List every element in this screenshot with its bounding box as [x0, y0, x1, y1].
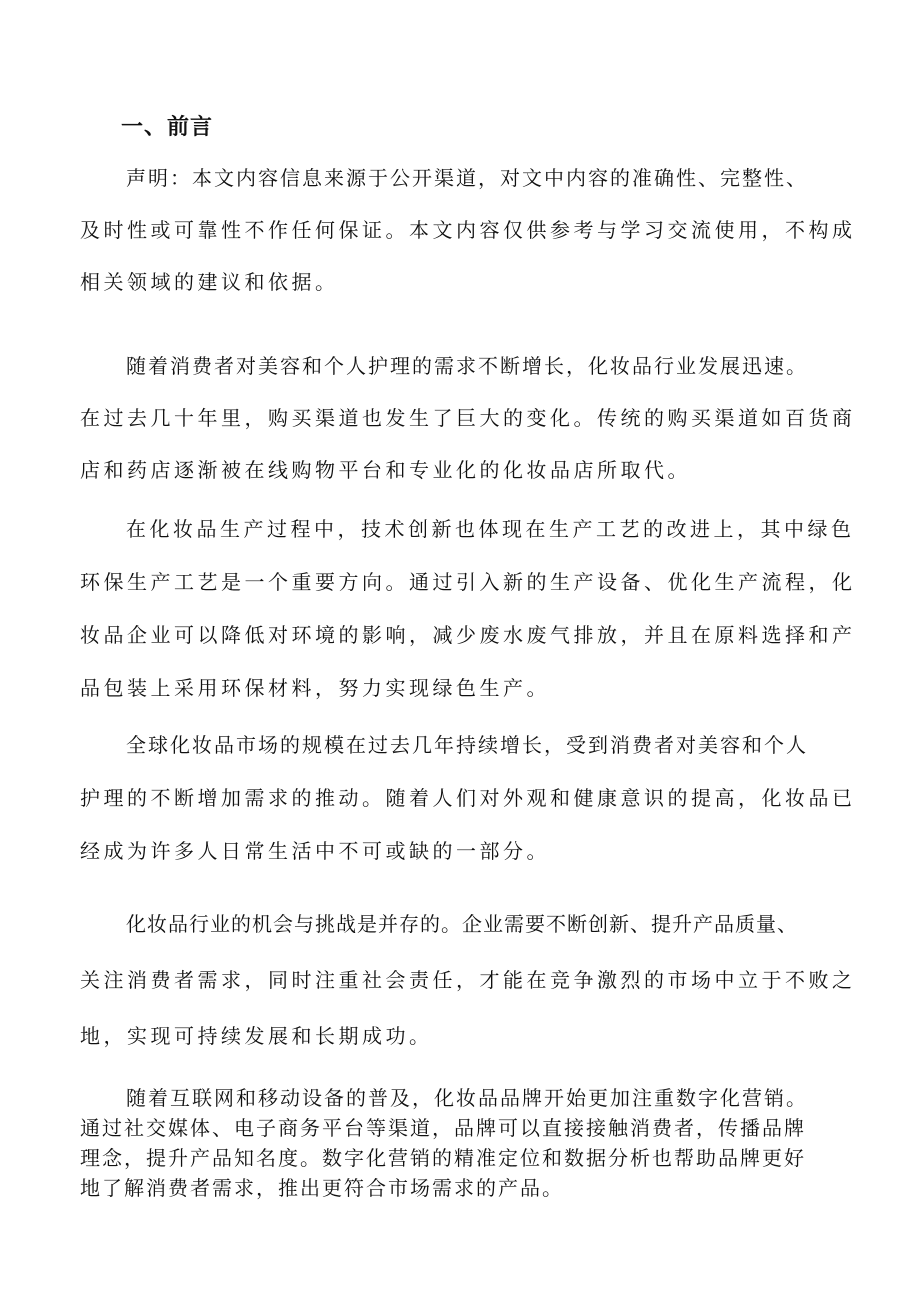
paragraph-digital-marketing	[80, 1083, 855, 1203]
paragraph-line: 地，实现可持续发展和长期成功。	[80, 1024, 433, 1048]
paragraph-line: 品包装上采用环保材料，努力实现绿色生产。	[80, 676, 550, 700]
paragraph-disclaimer	[80, 152, 855, 308]
paragraph-line: 在化妆品生产过程中，技术创新也体现在生产工艺的改进上，其中绿色	[126, 517, 855, 541]
paragraph-line: 随着互联网和移动设备的普及，化妆品品牌开始更加注重数字化营销。	[126, 1086, 808, 1110]
paragraph-line: 关注消费者需求，同时注重社会责任，才能在竞争激烈的市场中立于不败之	[80, 968, 856, 992]
paragraph-line: 地了解消费者需求，推出更符合市场需求的产品。	[80, 1176, 564, 1200]
paragraph-line: 随着消费者对美容和个人护理的需求不断增长，化妆品行业发展迅速。	[126, 354, 808, 378]
paragraph-line: 理念，提升产品知名度。数字化营销的精准定位和数据分析也帮助品牌更好	[80, 1146, 806, 1170]
paragraph-line: 化妆品行业的机会与挑战是并存的。企业需要不断创新、提升产品质量、	[126, 912, 798, 936]
paragraph-purchase-channels	[80, 340, 855, 496]
paragraph-line: 在过去几十年里，购买渠道也发生了巨大的变化。传统的购买渠道如百货商	[80, 406, 856, 430]
paragraph-green-production	[80, 503, 855, 715]
paragraph-line: 妆品企业可以降低对环境的影响，减少废水废气排放，并且在原料选择和产	[80, 623, 856, 647]
paragraph-line: 全球化妆品市场的规模在过去几年持续增长，受到消费者对美容和个人	[126, 733, 808, 757]
paragraph-opportunities	[80, 896, 855, 1064]
paragraph-line: 经成为许多人日常生活中不可或缺的一部分。	[80, 839, 550, 863]
section-heading: 一、前言	[121, 115, 214, 140]
paragraph-line: 声明：本文内容信息来源于公开渠道，对文中内容的准确性、完整性、	[126, 166, 808, 190]
paragraph-line: 相关领域的建议和依据。	[80, 270, 339, 294]
paragraph-line: 店和药店逐渐被在线购物平台和专业化的化妆品店所取代。	[80, 458, 691, 482]
paragraph-line: 及时性或可靠性不作任何保证。本文内容仅供参考与学习交流使用，不构成	[80, 218, 856, 242]
paragraph-line: 环保生产工艺是一个重要方向。通过引入新的生产设备、优化生产流程，化	[80, 570, 856, 594]
paragraph-market-size	[80, 719, 855, 878]
paragraph-line: 通过社交媒体、电子商务平台等渠道，品牌可以直接接触消费者，传播品牌	[80, 1116, 806, 1140]
paragraph-line: 护理的不断增加需求的推动。随着人们对外观和健康意识的提高，化妆品已	[80, 786, 856, 810]
